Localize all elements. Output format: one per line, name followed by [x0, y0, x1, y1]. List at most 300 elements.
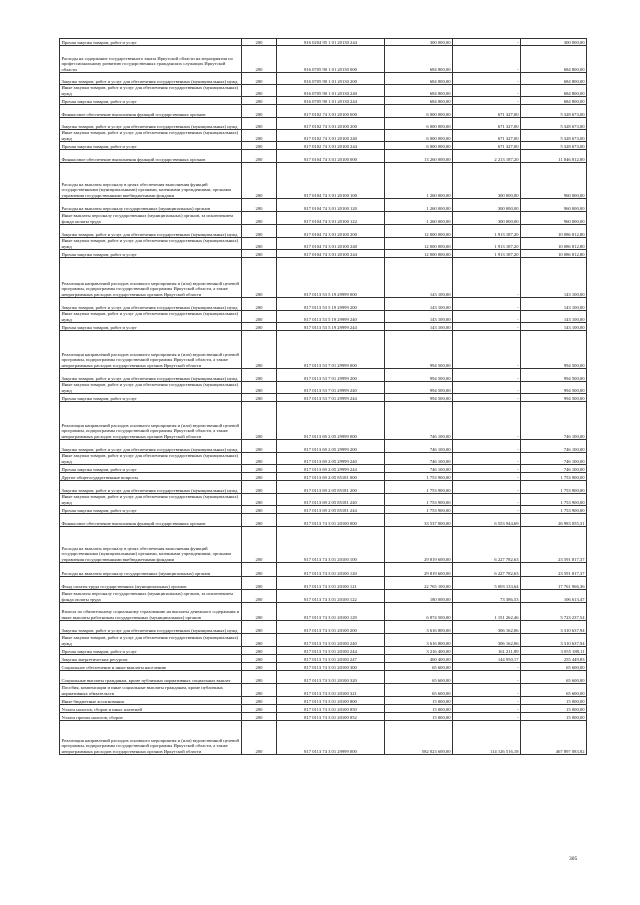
cell-executed: 6 227 782,63: [453, 563, 521, 577]
cell-executed: 300 000,00: [453, 163, 521, 199]
cell-name: Расходы на выплаты персоналу в целях обеспечения выполнения функций государственными (муниципальными) органами, казенными учреждениями, органами управления государственными внебюджетными фондами: [60, 163, 242, 199]
cell-name: Прочая закупка товаров, работ и услуг: [60, 97, 242, 105]
cell-code: 200: [242, 590, 277, 603]
cell-executed: -: [453, 473, 521, 481]
cell-kbk: 817 0113 74 3 01 29999 000: [277, 721, 385, 755]
cell-name: Закупка товаров, работ и услуг для обеспечения государственных (муниципальных) нужд: [60, 298, 242, 311]
cell-executed: 671 327,00: [453, 130, 521, 142]
cell-code: 200: [242, 563, 277, 577]
cell-executed: -: [453, 298, 521, 311]
cell-approved: 65 600,00: [385, 684, 453, 697]
cell-kbk: 817 0113 53 5 19 29999 240: [277, 311, 385, 323]
cell-approved: 13 260 000,00: [385, 150, 453, 163]
cell-code: 200: [242, 684, 277, 697]
cell-approved: 33 537 000,00: [385, 514, 453, 527]
cell-kbk: 817 0113 74 3 01 20100 320: [277, 671, 385, 684]
cell-kbk: 817 0113 74 3 01 20100 000: [277, 514, 385, 527]
cell-name: Другие общегосударственные вопросы: [60, 473, 242, 481]
table-row: [60, 481, 587, 494]
cell-name: Закупка товаров, работ и услуг для обеспечения государственных (муниципальных) нужд: [60, 118, 242, 130]
cell-not-executed: 746 100,00: [521, 440, 587, 453]
table-row: [60, 118, 587, 130]
cell-code: 200: [242, 402, 277, 440]
cell-not-executed: 23 591 817,37: [521, 527, 587, 563]
cell-not-executed: 3 055 188,11: [521, 647, 587, 655]
cell-approved: 6 000 000,00: [385, 105, 453, 118]
cell-executed: 6 227 782,63: [453, 527, 521, 563]
cell-name: Иные закупки товаров, работ и услуг для обеспечения государственных (муниципальных) нужд: [60, 85, 242, 97]
cell-approved: 6 000 000,00: [385, 118, 453, 130]
cell-approved: 746 100,00: [385, 453, 453, 465]
table-row: [60, 621, 587, 634]
cell-not-executed: 15 000,00: [521, 697, 587, 705]
cell-approved: 400 400,00: [385, 655, 453, 663]
cell-approved: 1 753 900,00: [385, 494, 453, 506]
cell-not-executed: 1 753 900,00: [521, 473, 587, 481]
cell-kbk: 817 0113 74 3 01 20100 129: [277, 603, 385, 621]
cell-not-executed: 255 449,83: [521, 655, 587, 663]
cell-kbk: 816 0204 95 1 01 20130 244: [277, 39, 385, 46]
cell-kbk: 817 0113 69 2 05 85181 240: [277, 494, 385, 506]
table-row: [60, 634, 587, 647]
cell-kbk: 817 0102 74 3 01 20100 200: [277, 118, 385, 130]
cell-not-executed: 300 000,00: [521, 39, 587, 46]
cell-code: 200: [242, 697, 277, 705]
cell-code: 200: [242, 481, 277, 494]
table-row: [60, 402, 587, 440]
cell-not-executed: 5 723 237,54: [521, 603, 587, 621]
cell-name: Финансовое обеспечение выполнения функций государственных органов: [60, 150, 242, 163]
cell-code: 200: [242, 621, 277, 634]
cell-name: Иные закупки товаров, работ и услуг для обеспечения государственных (муниципальных) нужд: [60, 130, 242, 142]
cell-not-executed: 15 000,00: [521, 713, 587, 721]
cell-approved: 6 874 500,00: [385, 603, 453, 621]
cell-executed: -: [453, 85, 521, 97]
cell-executed: 306 162,06: [453, 634, 521, 647]
table-row: [60, 655, 587, 663]
cell-kbk: 817 0113 74 3 01 20100 850: [277, 705, 385, 713]
cell-code: 200: [242, 97, 277, 105]
cell-code: 200: [242, 46, 277, 73]
table-row: [60, 163, 587, 199]
cell-code: 200: [242, 369, 277, 382]
cell-kbk: 817 0113 74 3 01 20100 321: [277, 684, 385, 697]
cell-not-executed: 143 100,00: [521, 258, 587, 298]
table-row: [60, 311, 587, 323]
cell-executed: 671 327,00: [453, 118, 521, 130]
table-row: [60, 238, 587, 250]
cell-not-executed: 5 328 673,00: [521, 105, 587, 118]
cell-code: 200: [242, 199, 277, 212]
table-row: [60, 199, 587, 212]
cell-approved: 143 100,00: [385, 311, 453, 323]
cell-kbk: 817 0102 74 3 01 20100 244: [277, 142, 385, 150]
cell-code: 200: [242, 647, 277, 655]
table-row: [60, 150, 587, 163]
cell-executed: -: [453, 713, 521, 721]
cell-approved: 994 500,00: [385, 369, 453, 382]
table-row: [60, 142, 587, 150]
page-number: 305: [569, 856, 578, 862]
cell-approved: 1 260 000,00: [385, 199, 453, 212]
cell-approved: 994 500,00: [385, 382, 453, 394]
table-row: [60, 506, 587, 514]
cell-kbk: 817 0104 74 3 01 20100 200: [277, 225, 385, 238]
cell-name: Прочая закупка товаров, работ и услуг: [60, 506, 242, 514]
table-row: [60, 465, 587, 473]
cell-not-executed: 65 600,00: [521, 663, 587, 671]
cell-name: Фонд оплаты труда государственных (муниципальных) органов: [60, 577, 242, 590]
table-row: [60, 473, 587, 481]
cell-not-executed: 5 328 673,00: [521, 118, 587, 130]
cell-kbk: 817 0113 69 2 05 29999 244: [277, 465, 385, 473]
cell-kbk: 817 0113 74 3 01 20100 852: [277, 713, 385, 721]
cell-code: 200: [242, 671, 277, 684]
cell-name: Прочая закупка товаров, работ и услуг: [60, 142, 242, 150]
cell-executed: 6 553 944,69: [453, 514, 521, 527]
cell-not-executed: 10 086 812,80: [521, 250, 587, 258]
cell-approved: 15 000,00: [385, 705, 453, 713]
table-row: [60, 527, 587, 563]
cell-code: 200: [242, 655, 277, 663]
cell-not-executed: 684 800,00: [521, 85, 587, 97]
cell-kbk: 817 0113 69 2 05 85181 000: [277, 473, 385, 481]
cell-not-executed: 65 600,00: [521, 684, 587, 697]
cell-kbk: 817 0104 74 3 01 20100 122: [277, 212, 385, 225]
cell-not-executed: 994 500,00: [521, 382, 587, 394]
cell-code: 200: [242, 465, 277, 473]
cell-executed: -: [453, 663, 521, 671]
cell-approved: 12 000 000,00: [385, 250, 453, 258]
cell-name: Социальное обеспечение и иные выплаты населению: [60, 663, 242, 671]
cell-name: Иные закупки товаров, работ и услуг для обеспечения государственных (муниципальных) нужд: [60, 634, 242, 647]
cell-name: Прочая закупка товаров, работ и услуг: [60, 647, 242, 655]
cell-approved: 3 616 800,00: [385, 634, 453, 647]
cell-code: 200: [242, 39, 277, 46]
cell-kbk: 817 0113 74 3 01 20100 240: [277, 634, 385, 647]
cell-not-executed: 3 310 637,94: [521, 634, 587, 647]
table-row: [60, 323, 587, 331]
cell-code: 200: [242, 258, 277, 298]
table-row: [60, 298, 587, 311]
table-row: [60, 225, 587, 238]
cell-name: Финансовое обеспечение выполнения функций государственных органов: [60, 514, 242, 527]
table-row: [60, 577, 587, 590]
cell-name: Прочая закупка товаров, работ и услуг: [60, 39, 242, 46]
cell-not-executed: 684 800,00: [521, 73, 587, 85]
cell-approved: 746 100,00: [385, 465, 453, 473]
cell-name: Иные закупки товаров, работ и услуг для обеспечения государственных (муниципальных) нужд: [60, 382, 242, 394]
cell-not-executed: 3 310 637,94: [521, 621, 587, 634]
cell-approved: 143 100,00: [385, 323, 453, 331]
cell-code: 200: [242, 440, 277, 453]
cell-not-executed: 5 328 673,00: [521, 130, 587, 142]
cell-name: Иные закупки товаров, работ и услуг для обеспечения государственных (муниципальных) нужд: [60, 311, 242, 323]
cell-code: 200: [242, 705, 277, 713]
cell-executed: 5 003 133,64: [453, 577, 521, 590]
cell-approved: 1 753 900,00: [385, 481, 453, 494]
cell-approved: 3 216 400,00: [385, 647, 453, 655]
cell-code: 200: [242, 85, 277, 97]
table-row: [60, 663, 587, 671]
cell-executed: -: [453, 684, 521, 697]
table-row: [60, 684, 587, 697]
cell-approved: 6 000 000,00: [385, 130, 453, 142]
cell-kbk: 817 0113 74 3 01 20100 200: [277, 621, 385, 634]
cell-kbk: 817 0102 74 3 01 20100 240: [277, 130, 385, 142]
cell-code: 200: [242, 238, 277, 250]
cell-name: Иные закупки товаров, работ и услуг для обеспечения государственных (муниципальных) нужд: [60, 238, 242, 250]
cell-approved: 746 100,00: [385, 440, 453, 453]
cell-not-executed: 994 500,00: [521, 331, 587, 369]
cell-name: Прочая закупка товаров, работ и услуг: [60, 465, 242, 473]
cell-name: Финансовое обеспечение выполнения функций государственных органов: [60, 105, 242, 118]
cell-kbk: 817 0113 53 7 01 29999 240: [277, 382, 385, 394]
cell-approved: 65 600,00: [385, 671, 453, 684]
cell-approved: 15 000,00: [385, 713, 453, 721]
cell-code: 200: [242, 311, 277, 323]
cell-code: 200: [242, 212, 277, 225]
cell-kbk: 816 0705 90 1 01 20130 240: [277, 85, 385, 97]
cell-code: 200: [242, 514, 277, 527]
cell-code: 200: [242, 603, 277, 621]
table-row: [60, 514, 587, 527]
cell-approved: 684 800,00: [385, 97, 453, 105]
cell-approved: 1 260 000,00: [385, 212, 453, 225]
cell-executed: -: [453, 39, 521, 46]
cell-executed: -: [453, 705, 521, 713]
cell-approved: 6 000 000,00: [385, 142, 453, 150]
table-row: [60, 331, 587, 369]
cell-code: 200: [242, 663, 277, 671]
cell-not-executed: 11 046 812,80: [521, 150, 587, 163]
cell-approved: 12 000 000,00: [385, 225, 453, 238]
cell-executed: -: [453, 453, 521, 465]
cell-approved: 746 100,00: [385, 402, 453, 440]
cell-approved: 3 616 800,00: [385, 621, 453, 634]
cell-not-executed: 684 800,00: [521, 97, 587, 105]
cell-approved: 1 260 000,00: [385, 163, 453, 199]
cell-kbk: 817 0104 74 3 01 20100 100: [277, 163, 385, 199]
cell-approved: 1 753 900,00: [385, 506, 453, 514]
table-row: [60, 250, 587, 258]
cell-executed: -: [453, 671, 521, 684]
cell-approved: 29 819 600,00: [385, 563, 453, 577]
cell-kbk: 817 0113 69 2 05 29999 000: [277, 402, 385, 440]
cell-executed: 671 327,00: [453, 105, 521, 118]
cell-executed: -: [453, 506, 521, 514]
cell-not-executed: 994 500,00: [521, 369, 587, 382]
cell-code: 200: [242, 721, 277, 755]
table-row: [60, 97, 587, 105]
cell-not-executed: 1 753 900,00: [521, 481, 587, 494]
cell-approved: 1 753 900,00: [385, 473, 453, 481]
table-row: [60, 212, 587, 225]
cell-name: Уплата налогов, сборов и иных платежей: [60, 705, 242, 713]
cell-executed: 144 950,17: [453, 655, 521, 663]
cell-executed: 300 000,00: [453, 212, 521, 225]
table-row: [60, 647, 587, 655]
cell-kbk: 817 0113 69 2 05 29999 240: [277, 453, 385, 465]
cell-code: 200: [242, 494, 277, 506]
cell-executed: -: [453, 697, 521, 705]
cell-code: 200: [242, 163, 277, 199]
table-row: [60, 85, 587, 97]
cell-not-executed: 467 897 083,82: [521, 721, 587, 755]
cell-code: 200: [242, 150, 277, 163]
cell-approved: 12 000 000,00: [385, 238, 453, 250]
cell-code: 200: [242, 130, 277, 142]
cell-executed: -: [453, 481, 521, 494]
cell-code: 200: [242, 382, 277, 394]
cell-approved: 22 765 100,00: [385, 577, 453, 590]
table-row: [60, 394, 587, 402]
cell-not-executed: 143 100,00: [521, 323, 587, 331]
cell-executed: -: [453, 46, 521, 73]
table-row: [60, 705, 587, 713]
table-row: [60, 721, 587, 755]
cell-not-executed: 1 753 900,00: [521, 494, 587, 506]
cell-name: Закупка товаров, работ и услуг для обеспечения государственных (муниципальных) нужд: [60, 225, 242, 238]
table-row: [60, 46, 587, 73]
cell-name: Расходы на выплаты персоналу в целях обеспечения выполнения функций государственными (муниципальными) органами, казенными учреждениями, органами управления государственными внебюджетными фондами: [60, 527, 242, 563]
cell-kbk: 817 0113 53 5 19 29999 200: [277, 298, 385, 311]
cell-executed: 73 386,53: [453, 590, 521, 603]
table-row: [60, 105, 587, 118]
cell-not-executed: 23 591 817,37: [521, 563, 587, 577]
cell-kbk: 817 0102 74 3 01 20100 000: [277, 105, 385, 118]
cell-name: Пособия, компенсации и иные социальные выплаты гражданам, кроме публичных нормативных обязательств: [60, 684, 242, 697]
cell-kbk: 817 0104 74 3 01 20100 240: [277, 238, 385, 250]
cell-approved: 143 100,00: [385, 258, 453, 298]
cell-kbk: 817 0113 74 3 01 20100 244: [277, 647, 385, 655]
cell-not-executed: 1 753 900,00: [521, 506, 587, 514]
cell-code: 200: [242, 473, 277, 481]
cell-code: 200: [242, 527, 277, 563]
cell-kbk: 817 0113 53 5 19 29999 244: [277, 323, 385, 331]
table-row: [60, 258, 587, 298]
cell-not-executed: 994 500,00: [521, 394, 587, 402]
cell-name: Прочая закупка товаров, работ и услуг: [60, 250, 242, 258]
cell-executed: 306 162,06: [453, 621, 521, 634]
cell-not-executed: 960 000,00: [521, 163, 587, 199]
cell-not-executed: 746 100,00: [521, 453, 587, 465]
cell-code: 200: [242, 118, 277, 130]
cell-code: 200: [242, 331, 277, 369]
cell-code: 200: [242, 298, 277, 311]
cell-executed: -: [453, 440, 521, 453]
cell-executed: 1 913 187,20: [453, 250, 521, 258]
table-row: [60, 382, 587, 394]
cell-executed: -: [453, 258, 521, 298]
cell-approved: 180 000,00: [385, 590, 453, 603]
cell-executed: 300 000,00: [453, 199, 521, 212]
cell-executed: 671 327,00: [453, 142, 521, 150]
budget-table-sheet: [59, 38, 586, 755]
cell-name: Закупка товаров, работ и услуг для обеспечения государственных (муниципальных) нужд: [60, 621, 242, 634]
cell-not-executed: 684 800,00: [521, 46, 587, 73]
cell-kbk: 817 0104 74 3 01 20100 000: [277, 150, 385, 163]
cell-name: Иные выплаты персоналу государственных (муниципальных) органов, за исключением фонда оплаты труда: [60, 212, 242, 225]
cell-kbk: 817 0113 74 3 01 20100 122: [277, 590, 385, 603]
cell-code: 200: [242, 225, 277, 238]
cell-not-executed: 26 983 055,31: [521, 514, 587, 527]
cell-code: 200: [242, 105, 277, 118]
cell-name: Прочая закупка товаров, работ и услуг: [60, 323, 242, 331]
cell-approved: 994 500,00: [385, 331, 453, 369]
cell-kbk: 816 0705 90 1 01 20130 000: [277, 46, 385, 73]
cell-kbk: 817 0113 74 3 01 20100 300: [277, 663, 385, 671]
cell-name: Иные закупки товаров, работ и услуг для обеспечения государственных (муниципальных) нужд: [60, 494, 242, 506]
cell-not-executed: 5 328 673,00: [521, 142, 587, 150]
cell-code: 200: [242, 506, 277, 514]
table-row: [60, 603, 587, 621]
cell-approved: 300 000,00: [385, 39, 453, 46]
cell-name: Реализация направлений расходов основного мероприятия и (или) ведомственной целевой программы, подпрограммы государственной программы Иркутской области, а также непрограммных расходов государственных органов Иркутской области: [60, 721, 242, 755]
cell-approved: 29 819 600,00: [385, 527, 453, 563]
cell-not-executed: 106 613,47: [521, 590, 587, 603]
cell-kbk: 817 0113 74 3 01 20100 120: [277, 563, 385, 577]
cell-name: Прочая закупка товаров, работ и услуг: [60, 394, 242, 402]
cell-name: Реализация направлений расходов основного мероприятия и (или) ведомственной целевой программы, подпрограммы государственной программы Иркутской области, а также непрограммных расходов государственных органов Иркутской области: [60, 258, 242, 298]
cell-executed: -: [453, 73, 521, 85]
cell-kbk: 817 0113 69 2 05 85181 200: [277, 481, 385, 494]
cell-not-executed: 65 600,00: [521, 671, 587, 684]
cell-approved: 15 000,00: [385, 697, 453, 705]
cell-not-executed: 15 000,00: [521, 705, 587, 713]
cell-approved: 65 600,00: [385, 663, 453, 671]
cell-not-executed: 143 100,00: [521, 311, 587, 323]
cell-not-executed: 10 086 812,80: [521, 225, 587, 238]
cell-executed: -: [453, 402, 521, 440]
table-row: [60, 73, 587, 85]
cell-executed: -: [453, 97, 521, 105]
cell-kbk: 817 0113 53 7 01 29999 244: [277, 394, 385, 402]
cell-not-executed: 960 000,00: [521, 199, 587, 212]
cell-kbk: 817 0113 53 7 01 29999 000: [277, 331, 385, 369]
cell-not-executed: 960 000,00: [521, 212, 587, 225]
table-row: [60, 440, 587, 453]
cell-executed: -: [453, 323, 521, 331]
cell-not-executed: 746 100,00: [521, 402, 587, 440]
cell-name: Закупка товаров, работ и услуг для обеспечения государственных (муниципальных) нужд: [60, 73, 242, 85]
budget-table: [59, 38, 587, 755]
cell-kbk: 817 0113 53 5 19 29999 000: [277, 258, 385, 298]
cell-name: Уплата прочих налогов, сборов: [60, 713, 242, 721]
cell-executed: 1 913 187,20: [453, 225, 521, 238]
cell-kbk: 817 0113 74 3 01 20100 800: [277, 697, 385, 705]
cell-code: 200: [242, 713, 277, 721]
cell-code: 200: [242, 634, 277, 647]
cell-name: Расходы на выплаты персоналу государственных (муниципальных) органов: [60, 199, 242, 212]
cell-approved: 684 800,00: [385, 73, 453, 85]
cell-not-executed: 17 761 966,36: [521, 577, 587, 590]
cell-code: 200: [242, 250, 277, 258]
cell-executed: -: [453, 369, 521, 382]
cell-approved: 684 800,00: [385, 85, 453, 97]
cell-name: Иные бюджетные ассигнования: [60, 697, 242, 705]
cell-name: Закупка товаров, работ и услуг для обеспечения государственных (муниципальных) нужд: [60, 481, 242, 494]
cell-kbk: 817 0113 69 2 05 29999 200: [277, 440, 385, 453]
cell-name: Реализация направлений расходов основного мероприятия и (или) ведомственной целевой программы, подпрограммы государственной программы Иркутской области, а также непрограммных расходов государственных органов Иркутской области: [60, 402, 242, 440]
cell-name: Закупка энергетических ресурсов: [60, 655, 242, 663]
cell-kbk: 817 0113 74 3 01 20100 100: [277, 527, 385, 563]
cell-kbk: 817 0104 74 3 01 20100 120: [277, 199, 385, 212]
cell-executed: -: [453, 382, 521, 394]
cell-approved: 994 500,00: [385, 394, 453, 402]
cell-code: 200: [242, 394, 277, 402]
cell-approved: 143 100,00: [385, 298, 453, 311]
